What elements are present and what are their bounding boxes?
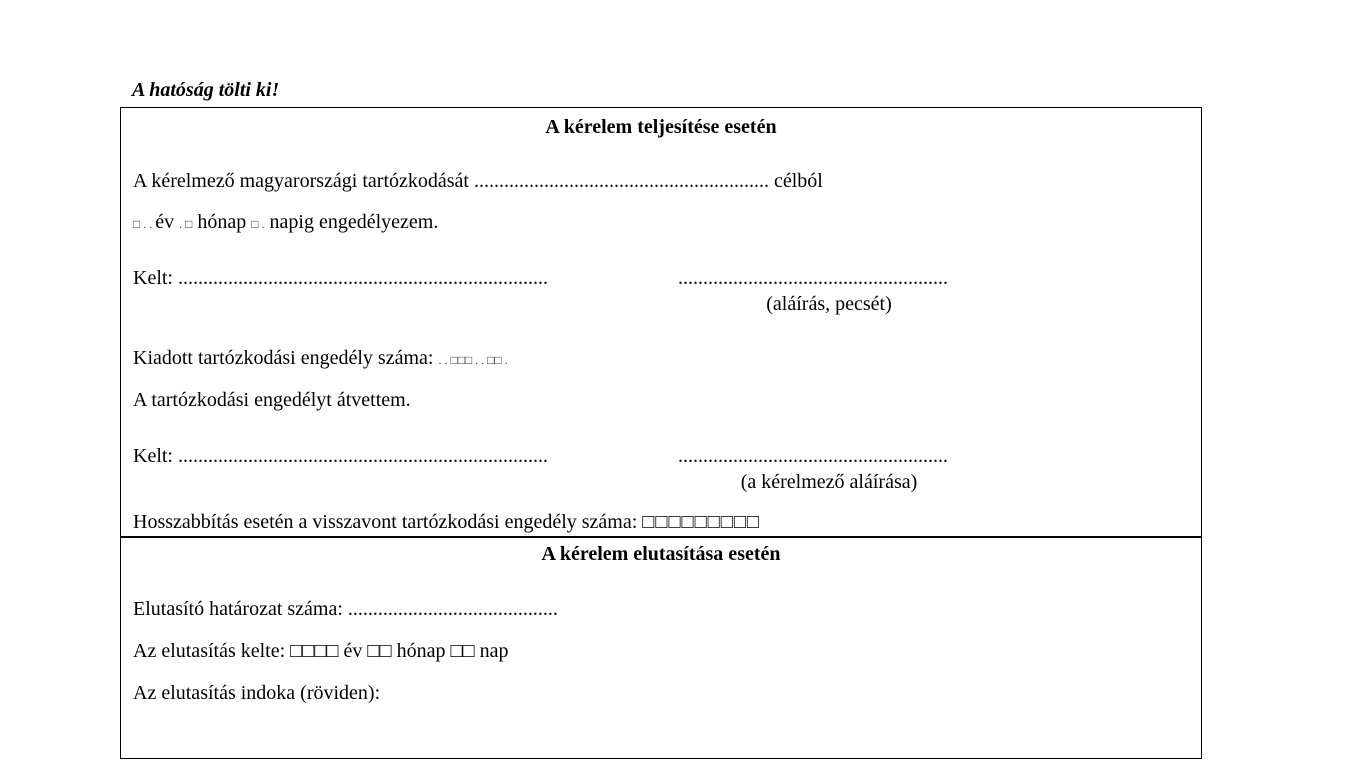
rejected-heading: A kérelem elutasítása esetén [541, 543, 781, 565]
rejection-reason-label: Az elutasítás indoka (röviden): [133, 682, 381, 704]
granted-heading: A kérelem teljesítése esetén [545, 116, 777, 138]
signature2-caption: (a kérelmező aláírása) [740, 471, 918, 493]
decision-line [133, 599, 558, 619]
validity-year-boxes[interactable]: □ . . [133, 217, 156, 231]
validity-day-boxes[interactable]: □ . [251, 217, 265, 231]
validity-month-boxes[interactable]: . □ [179, 217, 193, 231]
date2-field[interactable]: .......................................................................... [178, 445, 548, 467]
purpose-line [133, 171, 823, 191]
purpose-field[interactable]: ........................................................... [473, 170, 769, 192]
validity-line [133, 212, 438, 232]
authority-note: A hatóság tölti ki! [132, 79, 280, 101]
validity-month-label: hónap [197, 211, 247, 233]
rejection-month-boxes[interactable]: □□ [367, 640, 392, 662]
signature2-field[interactable]: ...................................................... [678, 445, 948, 467]
rejection-day-label: nap [479, 640, 509, 662]
signature1-field[interactable]: ...................................................... [678, 267, 948, 289]
validity-year-label: év [155, 211, 175, 233]
section-divider [121, 536, 1201, 538]
extension-label: Hosszabbítás esetén a visszavont tartózkodási engedély száma: [133, 511, 638, 533]
rejection-reason-field[interactable] [133, 708, 1189, 750]
rejection-year-label: év [343, 640, 363, 662]
authority-form-frame [120, 107, 1202, 759]
date1-label: Kelt: [133, 267, 173, 289]
permit-number-line [133, 348, 508, 368]
rejection-month-label: hónap [396, 640, 446, 662]
date1-field[interactable]: .......................................................................... [178, 267, 548, 289]
purpose-prefix: A kérelmező magyarországi tartózkodását [133, 170, 469, 192]
purpose-suffix: célból [773, 170, 823, 192]
permit-number-boxes[interactable]: . . □□□ . . □□ . [438, 353, 508, 367]
date1-line [133, 268, 548, 288]
received-text: A tartózkodási engedélyt átvettem. [133, 389, 411, 411]
date2-label: Kelt: [133, 445, 173, 467]
date2-line [133, 446, 548, 466]
signature1-caption: (aláírás, pecsét) [766, 293, 892, 315]
rejection-date-line [133, 641, 509, 661]
extension-line [133, 512, 760, 532]
permit-number-label: Kiadott tartózkodási engedély száma: [133, 347, 434, 369]
decision-label: Elutasító határozat száma: [133, 598, 343, 620]
validity-day-suffix: napig engedélyezem. [269, 211, 439, 233]
extension-boxes[interactable]: □□□□□□□□□ [642, 511, 761, 533]
rejection-year-boxes[interactable]: □□□□ [290, 640, 339, 662]
rejection-date-label: Az elutasítás kelte: [133, 640, 286, 662]
decision-field[interactable]: .......................................... [347, 598, 558, 620]
rejection-day-boxes[interactable]: □□ [450, 640, 475, 662]
